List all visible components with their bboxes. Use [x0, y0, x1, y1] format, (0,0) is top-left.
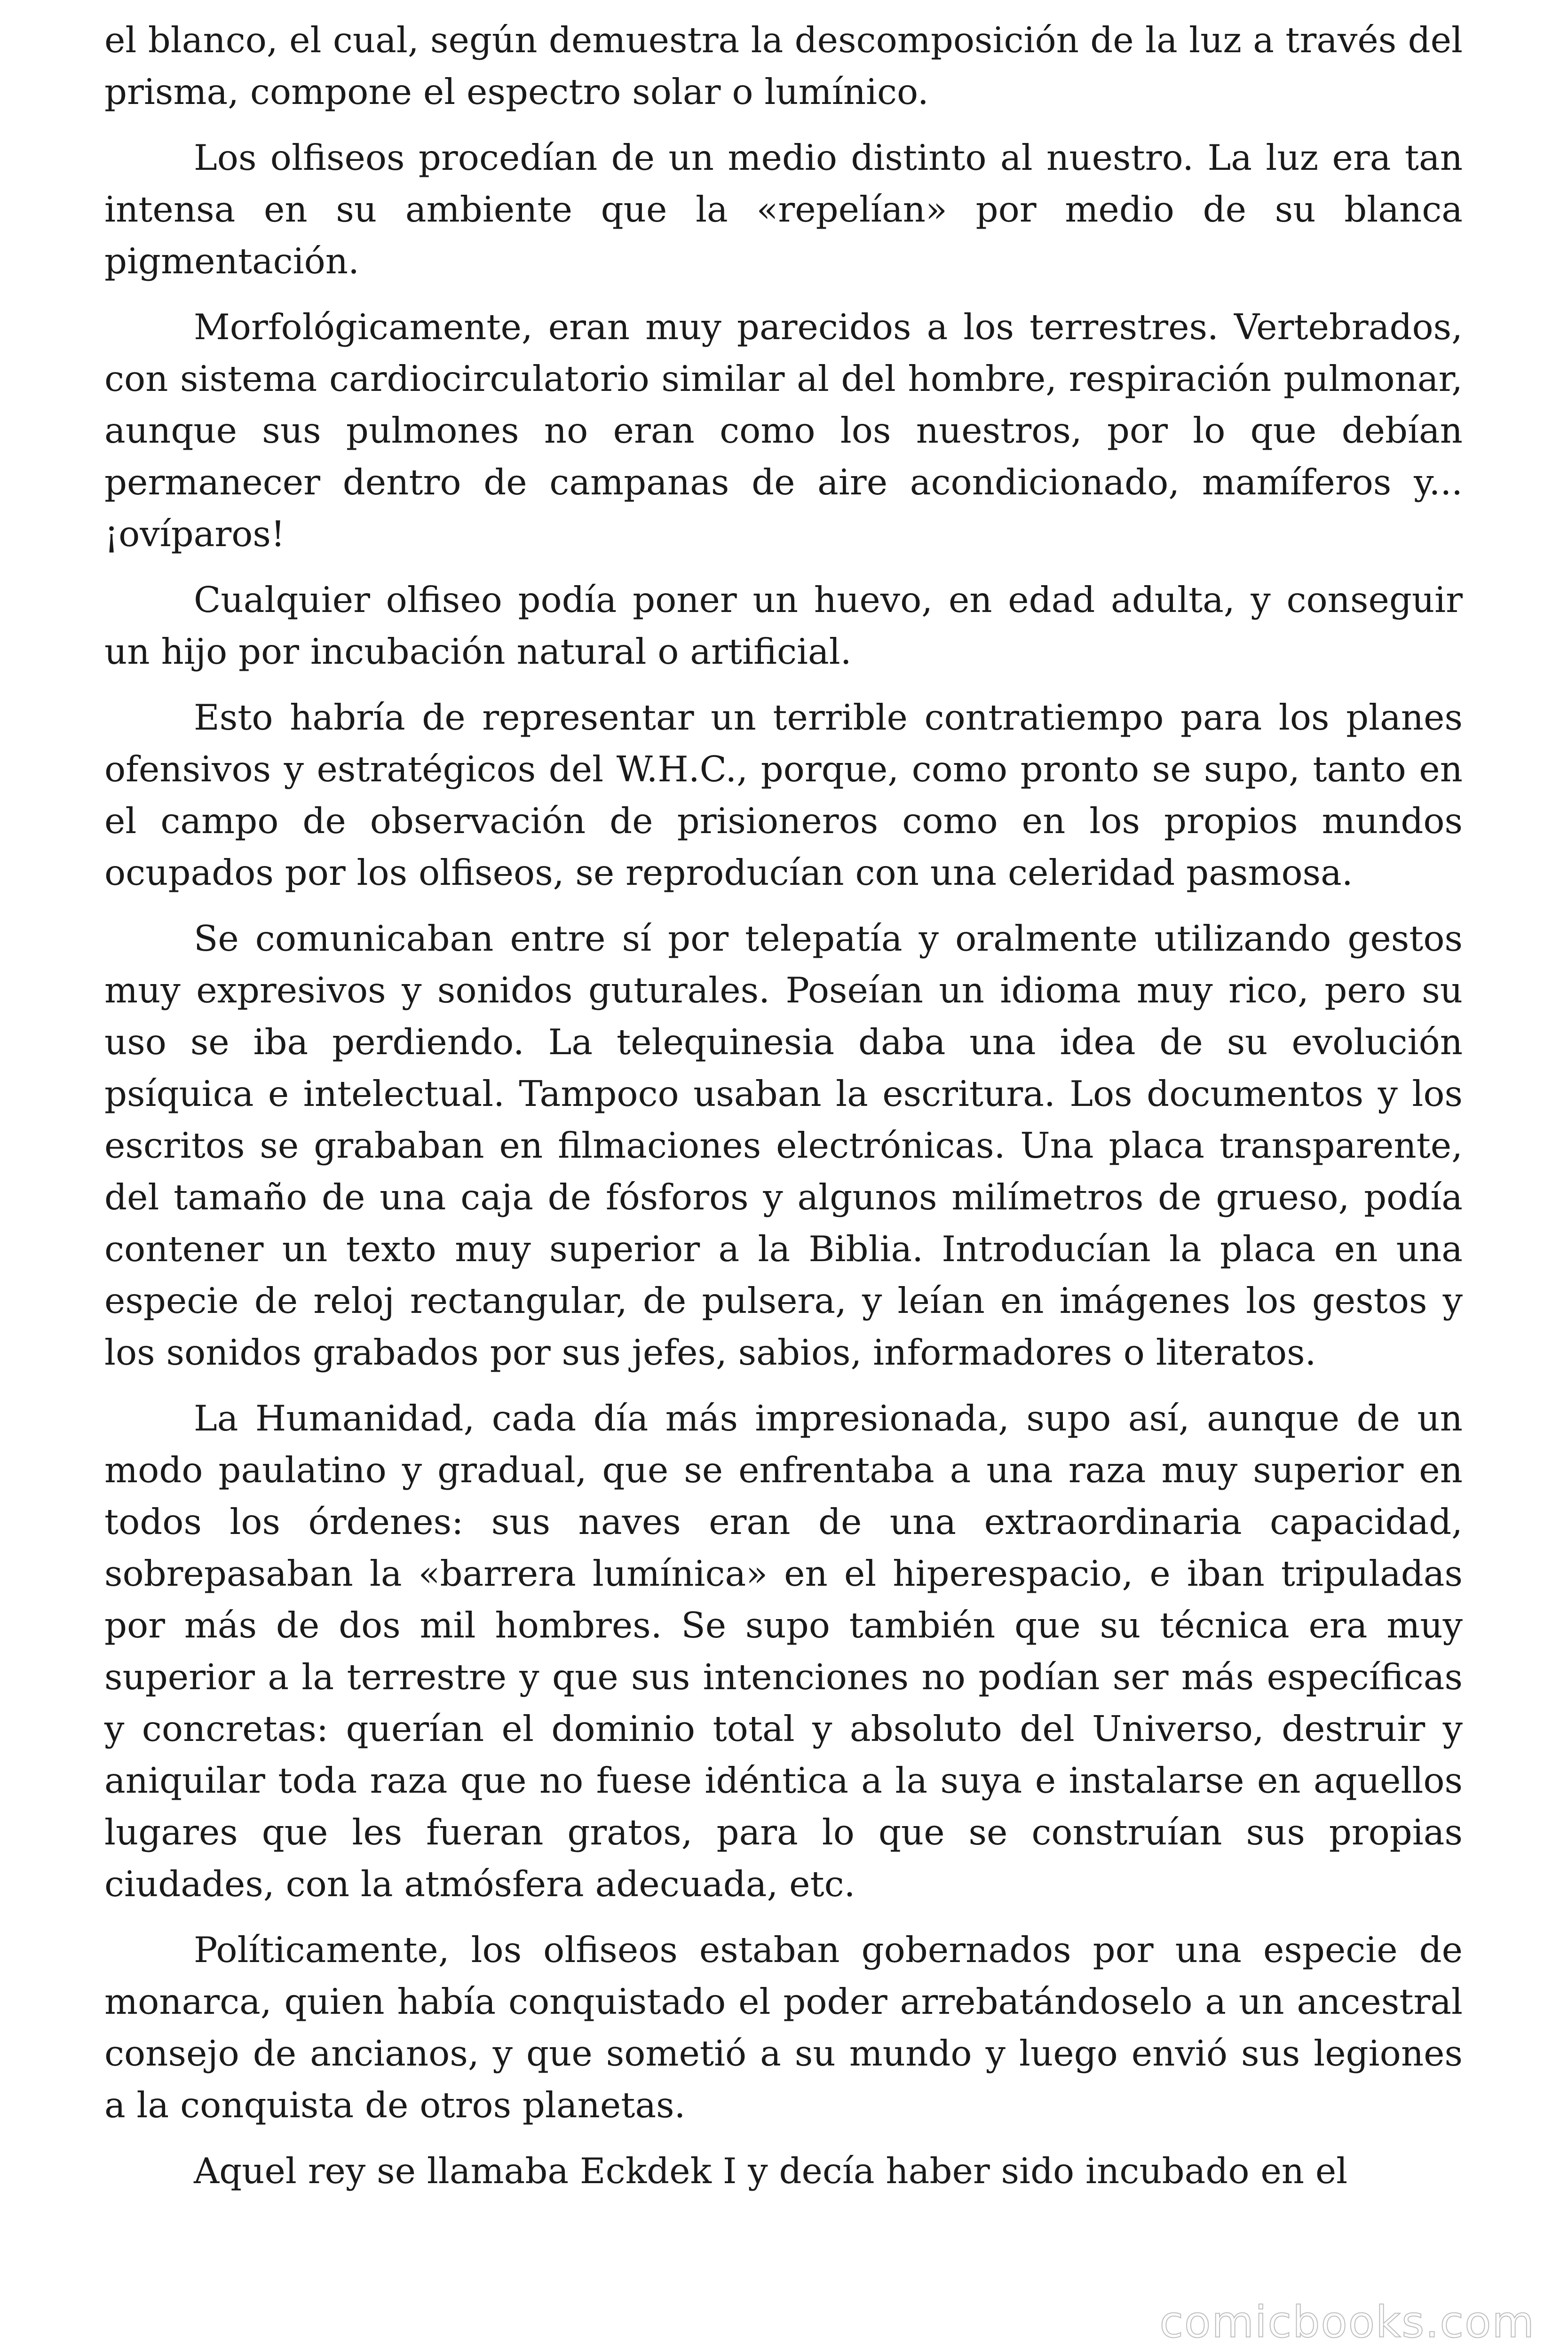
paragraph: Los olfiseos procedían de un medio distinto al nuestro. La luz era tan intensa en su ambiente que la «repelían» por medio de su blanca pigmentación. — [104, 137, 1463, 282]
paragraph: Cualquier olfiseo podía poner un huevo, en edad adulta, y conseguir un hijo por incubación natural o artificial. — [104, 579, 1463, 672]
paragraph: Políticamente, los olfiseos estaban gobernados por una especie de monarca, quien había conquistado el poder arrebatándoselo a un ancestral consejo de ancianos, y que sometió a su mundo y luego envió sus legiones a la conquista de otros planetas. — [104, 1929, 1463, 2126]
paragraph: Morfológicamente, eran muy parecidos a los terrestres. Vertebrados, con sistema cardiocirculatorio similar al del hombre, respiración pulmonar, aunque sus pulmones no eran como los nuestros, por lo que debían permanecer dentro de campanas de aire acondicionado, mamíferos y... ¡ovíparos! — [104, 306, 1463, 555]
book-page — [104, 14, 1463, 2319]
watermark: comicbooks.com — [1159, 2297, 1535, 2347]
paragraph-final: Aquel rey se llamaba Eckdek I y decía haber sido incubado en el — [194, 2150, 1348, 2192]
paragraph: Esto habría de representar un terrible contratiempo para los planes ofensivos y estratégicos del W.H.C., porque, como pronto se supo, tanto en el campo de observación de prisioneros como en los propios mundos ocupados por los olfiseos, se reproducían con una celeridad pasmosa. — [104, 697, 1463, 893]
paragraph: Se comunicaban entre sí por telepatía y oralmente utilizando gestos muy expresivos y sonidos guturales. Poseían un idioma muy rico, pero su uso se iba perdiendo. La telequinesia daba una idea de su evolución psíquica e intelectual. Tampoco usaban la escritura. Los documentos y los escritos se grababan en filmaciones electrónicas. Una placa transparente, del tamaño de una caja de fósforos y algunos milímetros de grueso, podía contener un texto muy superior a la Biblia. Introducían la placa en una especie de reloj rectangular, de pulsera, y leían en imágenes los gestos y los sonidos grabados por sus jefes, sabios, informadores o literatos. — [104, 918, 1463, 1373]
paragraph-continuation: el blanco, el cual, según demuestra la descomposición de la luz a través del prisma, compone el espectro solar o lumínico. — [104, 19, 1463, 112]
paragraph: La Humanidad, cada día más impresionada, supo así, aunque de un modo paulatino y gradual, que se enfrentaba a una raza muy superior en todos los órdenes: sus naves eran de una extraordinaria capacidad, sobrepasaban la «barrera lumínica» en el hiperespacio, e iban tripuladas por más de dos mil hombres. Se supo también que su técnica era muy superior a la terrestre y que sus intenciones no podían ser más específicas y concretas: querían el dominio total y absoluto del Universo, destruir y aniquilar toda raza que no fuese idéntica a la suya e instalarse en aquellos lugares que les fueran gratos, para lo que se construían sus propias ciudades, con la atmósfera adecuada, etc. — [104, 1398, 1463, 1905]
